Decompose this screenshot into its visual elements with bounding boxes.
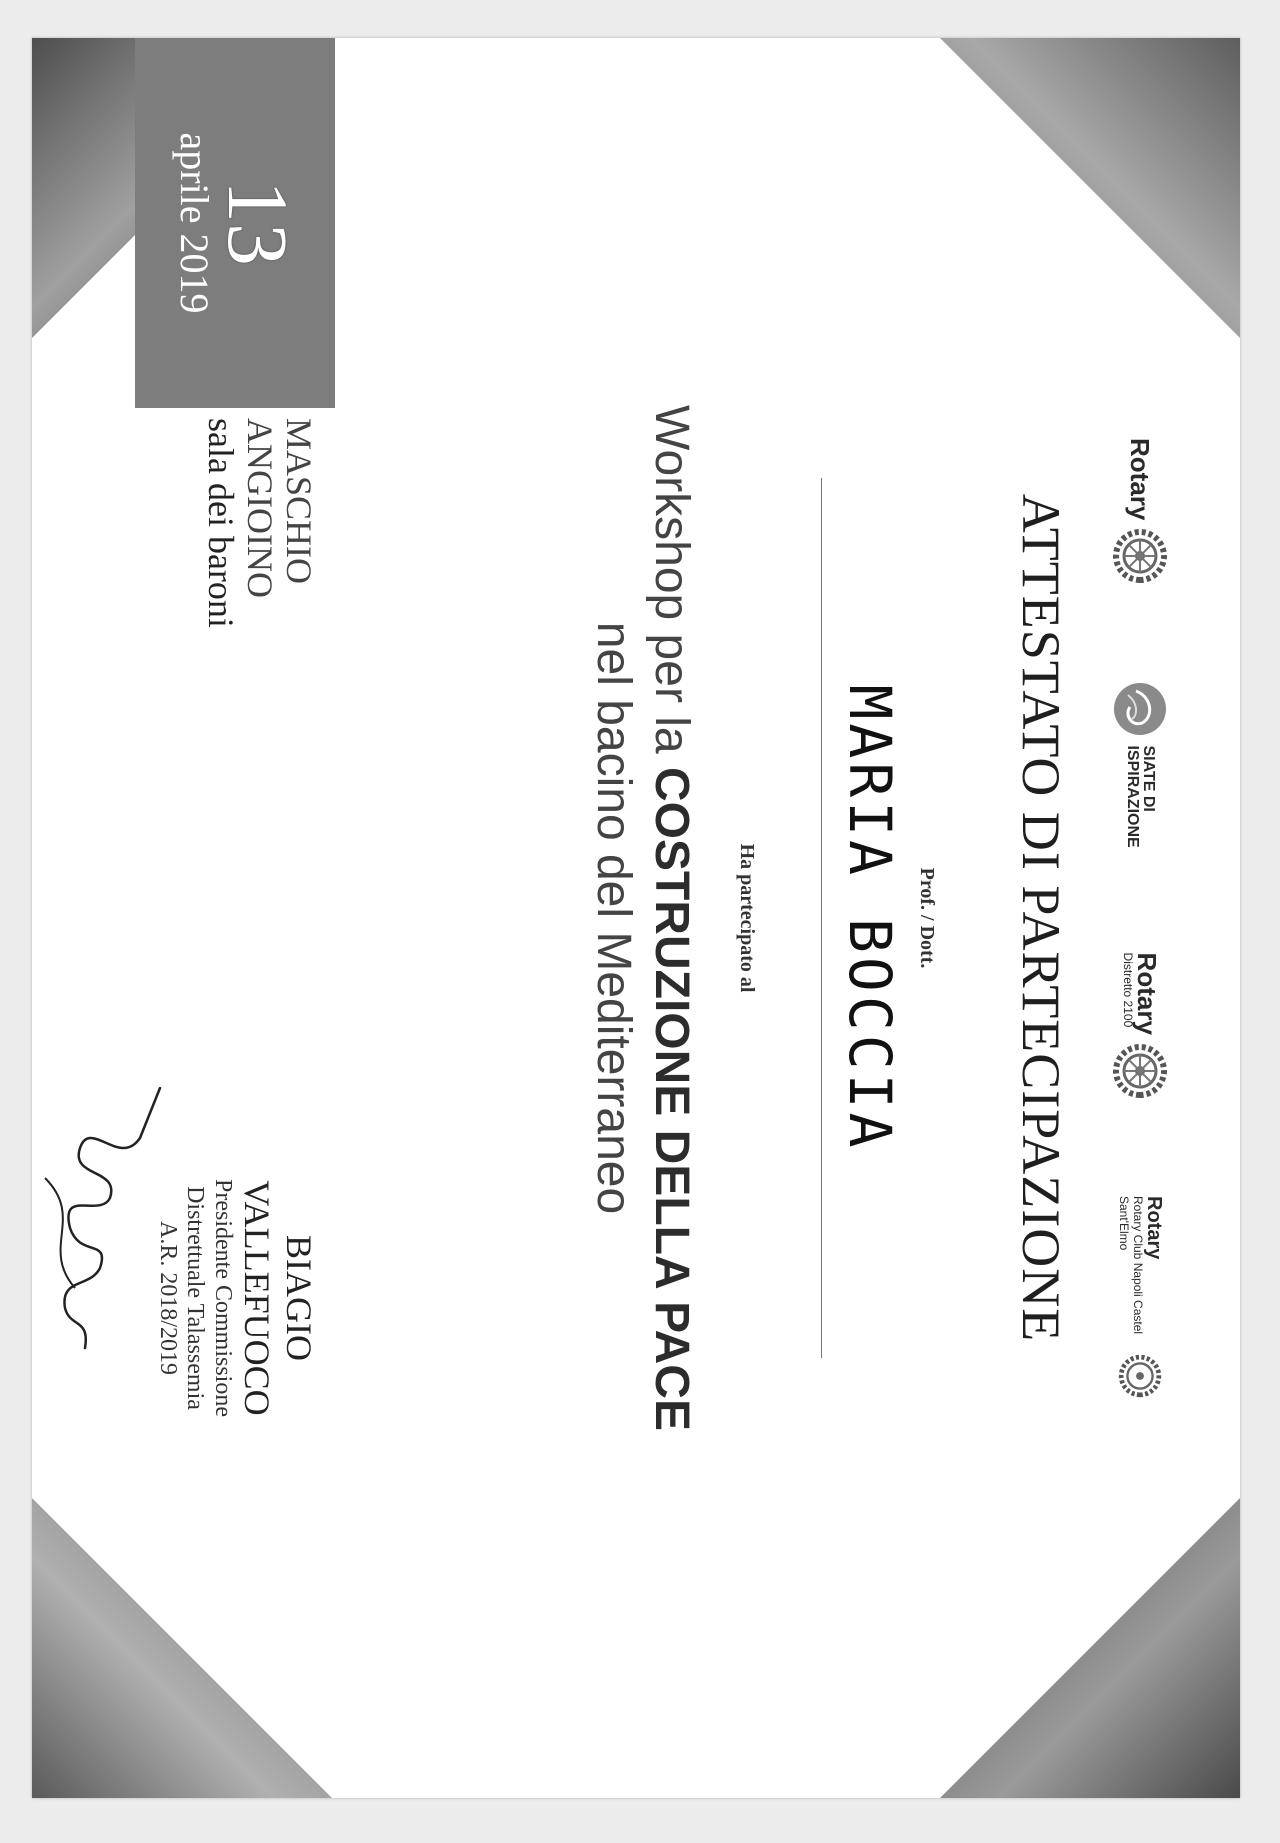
handwritten-signature — [32, 1078, 180, 1398]
rotary-logo — [1112, 438, 1168, 584]
participant-name: MARIA BOCCIA — [836, 684, 904, 1152]
logo-name: Rotary — [1125, 438, 1155, 521]
logo-name: SIATE DI ISPIRAZIONE — [1124, 745, 1157, 848]
rotary-district-logo — [1112, 953, 1168, 1099]
event-day: 13 — [209, 180, 306, 266]
rotary-wheel-icon — [1118, 1354, 1162, 1398]
sponsor-logos — [1100, 438, 1180, 1398]
siate-di-ispirazione-logo — [1112, 681, 1168, 855]
venue-room: sala dei baroni — [201, 418, 242, 628]
event-date — [135, 38, 335, 408]
workshop-title-line2: nel bacino del Mediterraneo — [587, 621, 641, 1215]
participation-label: Ha partecipato al — [736, 843, 758, 993]
decorative-corner — [940, 1498, 1240, 1798]
rotary-wheel-icon — [1112, 1043, 1168, 1099]
workshop-title-highlight: COSTRUZIONE DELLA PACE — [645, 766, 698, 1431]
signer-role: Presidente Commissione — [210, 1179, 236, 1417]
certificate — [32, 38, 1240, 1798]
logo-subtitle: Distretto 2100 — [1120, 952, 1135, 1028]
swirl-icon — [1112, 681, 1168, 737]
decorative-corner — [940, 38, 1240, 338]
event-month-year: aprile 2019 — [172, 132, 218, 314]
venue-line: ANGIOINO — [240, 418, 281, 598]
venue-line: MASCHIO — [279, 418, 319, 585]
event-venue — [201, 418, 318, 628]
name-underline — [821, 478, 822, 1358]
rotary-club-logo — [1116, 1196, 1164, 1398]
certificate-page — [32, 38, 1240, 1798]
workshop-title — [585, 38, 700, 1798]
decorative-corner — [32, 1498, 332, 1798]
certificate-title: ATTESTATO DI PARTECIPAZIONE — [1011, 493, 1071, 1343]
signer-role: Distrettuale Talassemia — [182, 1186, 209, 1410]
logo-subtitle: Rotary Club Napoli Castel Sant'Elmo — [1117, 1196, 1145, 1335]
logo-name: Rotary — [1142, 1196, 1165, 1260]
workshop-title-prefix: Workshop per la — [645, 405, 698, 754]
rotary-wheel-icon — [1112, 528, 1168, 584]
honorific-prefix: Prof. / Dott. — [916, 867, 938, 969]
signer-name: BIAGIO VALLEFUOCO — [237, 1180, 319, 1416]
signer-role: A.R. 2018/2019 — [154, 1220, 181, 1375]
logo-name: Rotary — [1131, 952, 1162, 1035]
